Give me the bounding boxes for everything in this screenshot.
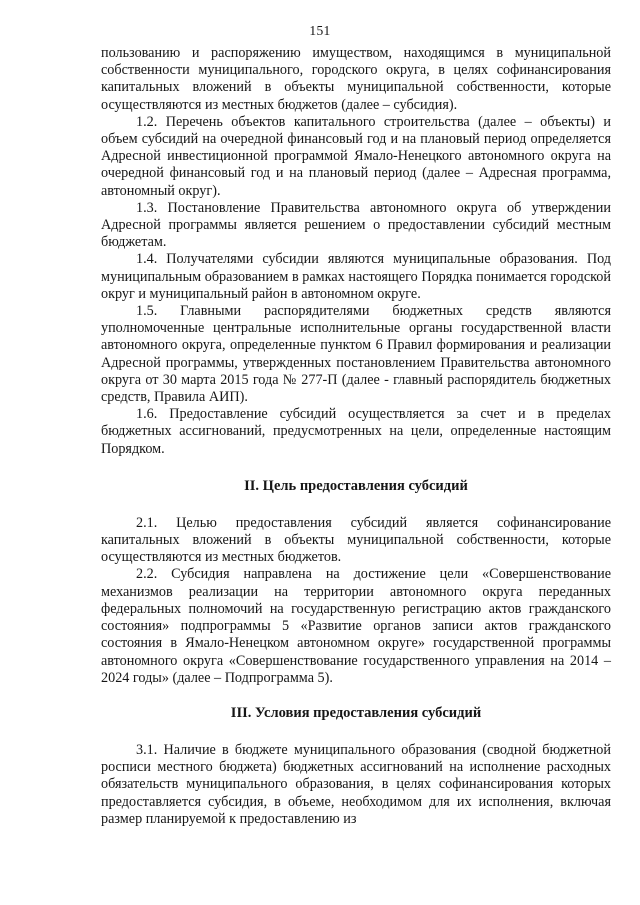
paragraph-1-4: 1.4. Получателями субсидии являются муниципальные образования. Под муниципальным образованием в рамках настоящего Порядка понимается городской округ и муниципальный район в автономном округе. [101,251,611,302]
paragraph-1-3: 1.3. Постановление Правительства автономного округа об утверждении Адресной программы является решением о предоставлении субсидий местным бюджетам. [101,199,611,251]
page-number: 151 [309,23,331,38]
paragraph-3-1: 3.1. Наличие в бюджете муниципального образования (сводной бюджетной росписи местного бюджета) бюджетных ассигнований на исполнение расходных обязательств муниципального образования, в целях софинансирования которых предоставляется субсидия, в объеме, необходимом для их исполнения, включая размер планируемой к предоставлению из [101,741,611,827]
paragraph-1-5: 1.5. Главными распорядителями бюджетных средств являются уполномоченные центральные исполнительные органы государственной власти автономного округа, определенные пунктом 6 Правил формирования и реализации Адресной программы, утвержденных постановлением Правительства автономного округа от 30 марта 2015 года № 277-П (далее - главный распорядитель бюджетных средств, Правила АИП). [101,303,611,406]
section-3-heading: III. Условия предоставления субсидий [230,704,482,721]
paragraph-1-6: 1.6. Предоставление субсидий осуществляется за счет и в пределах бюджетных ассигнований, предусмотренных на цели, определенные настоящим Порядком. [101,406,611,457]
paragraph-continuation: пользованию и распоряжению имуществом, находящимся в муниципальной собственности муниципального, городского округа, в целях софинансирования капитальных вложений в объекты муниципальной собственности, которые осуществляются из местных бюджетов (далее – субсидия). [101,45,611,113]
paragraph-2-2: 2.2. Субсидия направлена на достижение цели «Совершенствование механизмов реализации на территории автономного округа переданных федеральных полномочий на государственную регистрацию актов гражданского состояния» подпрограммы 5 «Развитие органов записи актов гражданского состояния в Ямало-Ненецком автономном округе» государственной программы автономного округа «Совершенствование государственного управления на 2014 – 2024 годы» (далее – Подпрограмма 5). [101,566,611,686]
section-2-heading: II. Цель предоставления субсидий [244,477,468,494]
document-body [101,45,611,828]
paragraph-1-2: 1.2. Перечень объектов капитального строительства (далее – объекты) и объем субсидий на очередной финансовый год и на плановый период определяется Адресной инвестиционной программой Ямало-Ненецкого автономного округа на очередной финансовый год и на плановый период (далее – Адресная программа, автономный округ). [101,113,611,199]
paragraph-2-1: 2.1. Целью предоставления субсидий является софинансирование капитальных вложений в объекты муниципальной собственности, которые осуществляются из местных бюджетов. [101,514,611,566]
